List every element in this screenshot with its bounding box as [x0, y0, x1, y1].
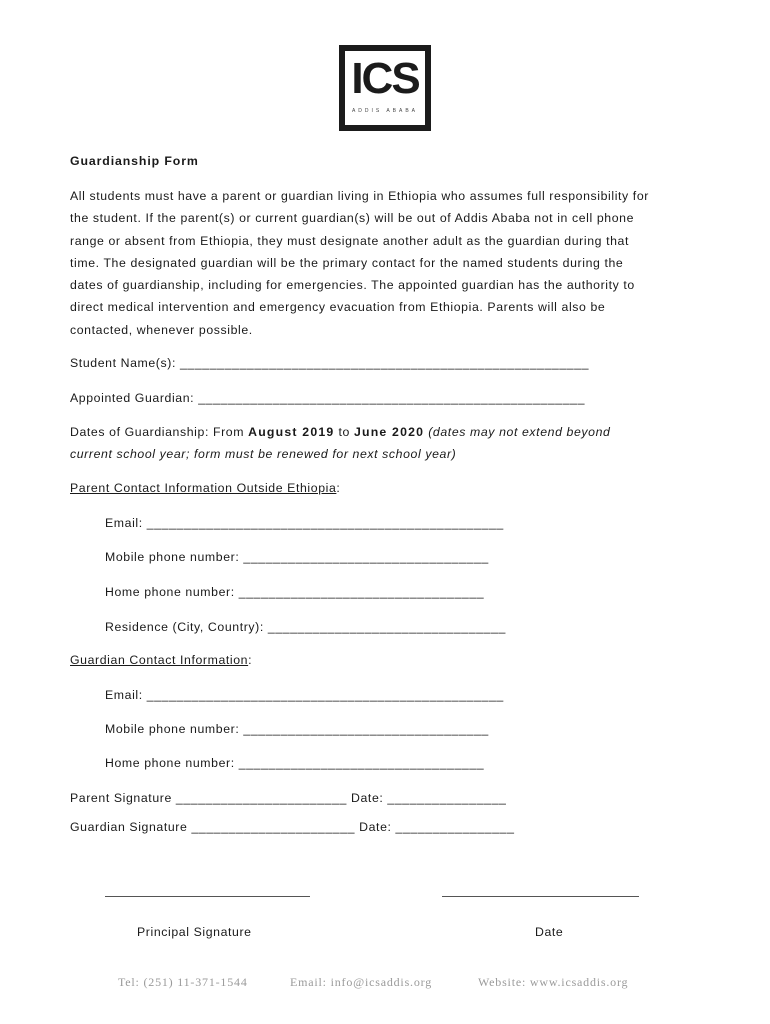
- intro-paragraph: [70, 185, 710, 341]
- logo-text: ICS: [351, 54, 419, 103]
- parent-contact-heading-text: Parent Contact Information Outside Ethiopia: [70, 481, 337, 495]
- parent-residence-field[interactable]: Residence (City, Country): ________________________________: [105, 620, 506, 634]
- parent-signature-field[interactable]: Parent Signature _______________________ Date: ________________: [70, 791, 507, 805]
- guardian-signature-field[interactable]: Guardian Signature ______________________ Date: ________________: [70, 820, 515, 834]
- dates-note-line1: (dates may not extend beyond: [424, 425, 611, 439]
- heading-colon: :: [336, 481, 341, 495]
- guardian-contact-heading: [70, 653, 252, 667]
- appointed-guardian-field[interactable]: Appointed Guardian: ____________________________________________________: [70, 391, 586, 405]
- date-label: Date: [535, 925, 564, 939]
- paragraph-line: time. The designated guardian will be the primary contact for the named students during the: [70, 255, 624, 270]
- paragraph-line: the student. If the parent(s) or current guardian(s) will be out of Addis Ababa not in cell phone: [70, 211, 635, 226]
- dates-note-line2: current school year; form must be renewed for next school year): [70, 447, 457, 461]
- footer-website[interactable]: Website: www.icsaddis.org: [478, 975, 629, 989]
- guardian-contact-heading-text: Guardian Contact Information: [70, 653, 249, 667]
- guardian-email-field[interactable]: Email: ________________________________________________: [105, 688, 504, 702]
- paragraph-line: All students must have a parent or guardian living in Ethiopia who assumes full responsibility for: [70, 189, 649, 203]
- ics-logo: [339, 45, 431, 131]
- dates-of-guardianship: [70, 425, 610, 439]
- logo-subtitle: ADDIS ABABA: [351, 108, 419, 114]
- form-title: Guardianship Form: [70, 154, 199, 168]
- parent-contact-heading: [70, 481, 340, 495]
- footer-email[interactable]: Email: info@icsaddis.org: [290, 975, 433, 989]
- paragraph-line: direct medical intervention and emergency evacuation from Ethiopia. Parents will also be: [70, 300, 606, 315]
- principal-signature-line[interactable]: [105, 896, 310, 898]
- parent-home-phone-field[interactable]: Home phone number: _________________________________: [105, 585, 485, 599]
- date-signature-line[interactable]: [442, 896, 639, 898]
- heading-colon: :: [248, 653, 253, 667]
- date-from: August 2019: [248, 425, 335, 439]
- parent-email-field[interactable]: Email: ________________________________________________: [105, 516, 504, 530]
- parent-mobile-field[interactable]: Mobile phone number: _________________________________: [105, 550, 489, 564]
- guardian-home-phone-field[interactable]: Home phone number: _________________________________: [105, 756, 485, 770]
- dates-to-word: to: [334, 425, 354, 439]
- paragraph-line: contacted, whenever possible.: [70, 322, 253, 337]
- paragraph-line: range or absent from Ethiopia, they must designate another adult as the guardian during that: [70, 233, 630, 248]
- date-to: June 2020: [353, 425, 425, 439]
- paragraph-line: dates of guardianship, including for emergencies. The appointed guardian has the authority to: [70, 278, 635, 293]
- principal-signature-label: Principal Signature: [137, 925, 252, 939]
- student-names-field[interactable]: Student Name(s): _______________________________________________________: [70, 356, 590, 370]
- footer-phone: Tel: (251) 11-371-1544: [118, 975, 248, 989]
- guardian-mobile-field[interactable]: Mobile phone number: _________________________________: [105, 722, 489, 736]
- dates-prefix: Dates of Guardianship: From: [70, 425, 249, 439]
